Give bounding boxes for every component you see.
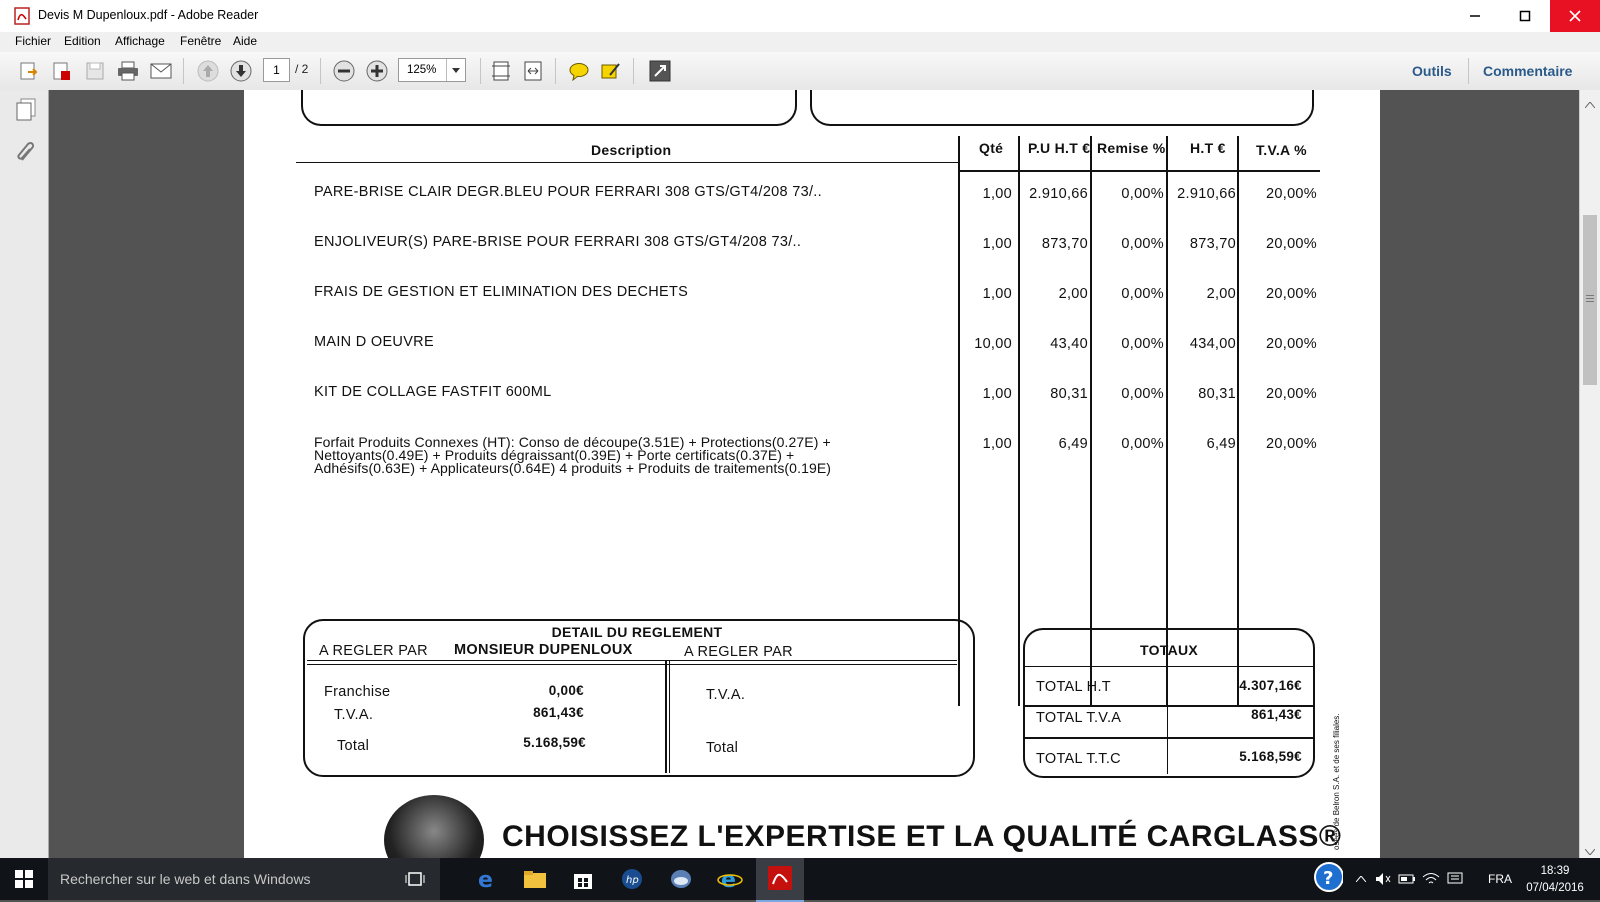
row6-ht: 6,49	[1206, 436, 1236, 452]
menu-bar	[0, 32, 1600, 52]
total-tva-value: 861,43€	[1251, 707, 1302, 722]
row6-remise: 0,00%	[1121, 436, 1164, 452]
row1-ht: 2.910,66	[1177, 186, 1236, 202]
row5-remise: 0,00%	[1121, 386, 1164, 402]
create-pdf-icon[interactable]	[49, 58, 75, 84]
svg-text:?: ?	[1323, 868, 1334, 889]
row4-pu: 43,40	[1050, 336, 1088, 352]
edge-icon[interactable]	[472, 865, 502, 893]
volume-icon[interactable]	[1372, 865, 1394, 893]
minimize-button[interactable]	[1450, 0, 1500, 32]
app-icon[interactable]	[666, 865, 696, 893]
maximize-button[interactable]	[1500, 0, 1550, 32]
scroll-up-icon[interactable]	[1585, 95, 1595, 113]
row2-pu: 873,70	[1041, 236, 1088, 252]
total-ht-label: TOTAL H.T	[1036, 679, 1111, 695]
zoom-value: 125%	[407, 64, 437, 76]
hp-icon[interactable]	[617, 865, 647, 893]
total-ttc-label: TOTAL T.T.C	[1036, 751, 1121, 767]
row1-qty: 1,00	[982, 186, 1012, 202]
adobe-reader-task[interactable]	[756, 858, 804, 902]
next-page-icon[interactable]	[228, 58, 254, 84]
taskbar	[0, 858, 1600, 900]
chevron-down-icon[interactable]	[446, 59, 465, 81]
fullscreen-icon[interactable]	[647, 58, 673, 84]
language-indicator[interactable]: FRA	[1488, 872, 1512, 886]
pdf-app-icon	[14, 7, 30, 25]
row1-remise: 0,00%	[1121, 186, 1164, 202]
wifi-icon[interactable]	[1420, 865, 1442, 893]
store-icon[interactable]	[568, 865, 598, 893]
row6-pu: 6,49	[1058, 436, 1088, 452]
reglement-payer: MONSIEUR DUPENLOUX	[454, 642, 633, 658]
taskbar-search-input[interactable]: Rechercher sur le web et dans Windows	[48, 858, 440, 900]
row5-qty: 1,00	[982, 386, 1012, 402]
col-ht: H.T €	[1190, 140, 1226, 156]
battery-icon[interactable]	[1396, 865, 1418, 893]
col-tva: T.V.A %	[1256, 142, 1307, 158]
face-illustration	[384, 795, 484, 858]
save-icon[interactable]	[82, 58, 108, 84]
attachments-icon[interactable]	[14, 140, 38, 169]
franchise-value: 0,00€	[548, 683, 584, 698]
totaux-title: TOTAUX	[1139, 642, 1199, 658]
scroll-thumb[interactable]	[1583, 215, 1597, 385]
file-explorer-icon[interactable]	[520, 865, 550, 893]
carglass-banner: CHOISISSEZ L'EXPERTISE ET LA QUALITÉ CARGLASS®	[502, 820, 1342, 853]
reglement-right-label: A REGLER PAR	[684, 644, 793, 660]
svg-text:e: e	[478, 868, 493, 891]
row5-pu: 80,31	[1050, 386, 1088, 402]
col-qty: Qté	[979, 140, 1004, 156]
help-icon[interactable]	[1313, 863, 1343, 891]
svg-text:hp: hp	[626, 875, 639, 886]
tools-link[interactable]: Outils	[1412, 63, 1452, 79]
menu-fichier[interactable]: Fichier	[15, 34, 52, 48]
comment-icon[interactable]	[566, 58, 592, 84]
window-title: Devis M Dupenloux.pdf - Adobe Reader	[38, 8, 259, 22]
row6-tva: 20,00%	[1266, 436, 1317, 452]
reglement-total-label: Total	[337, 738, 370, 754]
col-remise: Remise %	[1097, 140, 1166, 156]
row6-description-line3: Adhésifs(0.63E) + Applicateurs(0.64E) 4 produits + Produits de traitements(0.19E)	[314, 460, 832, 476]
open-icon[interactable]	[16, 58, 42, 84]
row3-description: FRAIS DE GESTION ET ELIMINATION DES DECHETS	[314, 284, 689, 300]
row3-remise: 0,00%	[1121, 286, 1164, 302]
reglement-tva-value: 861,43€	[533, 705, 584, 720]
zoom-select[interactable]	[398, 58, 466, 82]
total-ttc-value: 5.168,59€	[1239, 749, 1302, 764]
fit-width-icon[interactable]	[520, 58, 546, 84]
row2-description: ENJOLIVEUR(S) PARE-BRISE POUR FERRARI 308 GTS/GT4/208 73/..	[314, 234, 802, 250]
row3-qty: 1,00	[982, 286, 1012, 302]
fit-page-icon[interactable]	[488, 58, 514, 84]
page-number-input[interactable]: 1	[263, 58, 290, 82]
row5-tva: 20,00%	[1266, 386, 1317, 402]
row1-pu: 2.910,66	[1029, 186, 1088, 202]
row4-description: MAIN D OEUVRE	[314, 334, 434, 350]
col-description: Description	[591, 142, 672, 158]
zoom-out-icon[interactable]	[331, 58, 357, 84]
document-view[interactable]	[49, 90, 1579, 858]
row5-ht: 80,31	[1198, 386, 1236, 402]
row1-tva: 20,00%	[1266, 186, 1317, 202]
row1-description: PARE-BRISE CLAIR DEGR.BLEU POUR FERRARI 308 GTS/GT4/208 73/..	[314, 184, 822, 200]
print-icon[interactable]	[115, 58, 141, 84]
clock-date[interactable]: 07/04/2016	[1526, 882, 1584, 894]
row3-tva: 20,00%	[1266, 286, 1317, 302]
row2-remise: 0,00%	[1121, 236, 1164, 252]
menu-edition[interactable]: Edition	[64, 34, 101, 48]
adobe-reader-icon	[768, 866, 792, 895]
menu-aide[interactable]: Aide	[233, 34, 258, 48]
row2-qty: 1,00	[982, 236, 1012, 252]
reglement-title: DETAIL DU REGLEMENT	[551, 624, 723, 640]
row2-ht: 873,70	[1189, 236, 1236, 252]
row4-remise: 0,00%	[1121, 336, 1164, 352]
menu-affichage[interactable]: Affichage	[115, 34, 165, 48]
navigation-panel	[0, 90, 49, 858]
row2-tva: 20,00%	[1266, 236, 1317, 252]
comment-link[interactable]: Commentaire	[1483, 63, 1573, 79]
clock-time[interactable]: 18:39	[1540, 865, 1570, 877]
top-right-box	[810, 90, 1314, 126]
notifications-icon[interactable]	[1444, 865, 1466, 893]
vertical-scrollbar[interactable]	[1579, 90, 1600, 858]
row4-ht: 434,00	[1189, 336, 1236, 352]
col-pu-ht: P.U H.T €	[1028, 140, 1091, 156]
close-icon	[1569, 10, 1581, 22]
reglement-right-tva-label: T.V.A.	[706, 687, 746, 703]
row6-description-line2: Nettoyants(0.49E) + Produits dégraissant(0.39E) + Porte certificats(0.37E) +	[314, 447, 795, 463]
page-total: / 2	[295, 62, 309, 76]
franchise-label: Franchise	[324, 684, 391, 700]
reglement-tva-label: T.V.A.	[334, 707, 374, 723]
total-tva-label: TOTAL T.V.A	[1036, 710, 1122, 726]
top-left-box	[301, 90, 797, 126]
menu-fenetre[interactable]: Fenêtre	[180, 34, 222, 48]
total-ht-value: 4.307,16€	[1239, 678, 1302, 693]
row4-tva: 20,00%	[1266, 336, 1317, 352]
row5-description: KIT DE COLLAGE FASTFIT 600ML	[314, 384, 552, 400]
zoom-in-icon[interactable]	[364, 58, 390, 84]
highlight-icon[interactable]	[598, 58, 624, 84]
task-view-icon[interactable]	[400, 865, 430, 893]
reglement-left-label: A REGLER PAR	[319, 643, 428, 659]
previous-page-icon[interactable]	[195, 58, 221, 84]
row3-ht: 2,00	[1206, 286, 1236, 302]
windows-start-icon[interactable]	[9, 865, 39, 893]
title-bar	[0, 0, 1600, 33]
chevron-up-icon[interactable]	[1352, 865, 1370, 893]
row3-pu: 2,00	[1058, 286, 1088, 302]
reglement-total-value: 5.168,59€	[523, 735, 586, 750]
row6-description-line1: Forfait Produits Connexes (HT): Conso de découpe(3.51E) + Protections(0.27E) +	[314, 434, 831, 450]
toolbar	[0, 52, 1600, 91]
reglement-right-total-label: Total	[706, 740, 739, 756]
svg-text:e: e	[721, 868, 736, 891]
close-button[interactable]	[1550, 0, 1600, 32]
side-legal-text: osées de Belron S.A. et de ses filiales.	[1332, 713, 1341, 850]
row4-qty: 10,00	[974, 336, 1012, 352]
pdf-page	[244, 90, 1380, 858]
row6-qty: 1,00	[982, 436, 1012, 452]
internet-explorer-icon[interactable]	[715, 865, 745, 893]
page-thumbnails-icon[interactable]	[15, 98, 37, 127]
email-icon[interactable]	[148, 58, 174, 84]
